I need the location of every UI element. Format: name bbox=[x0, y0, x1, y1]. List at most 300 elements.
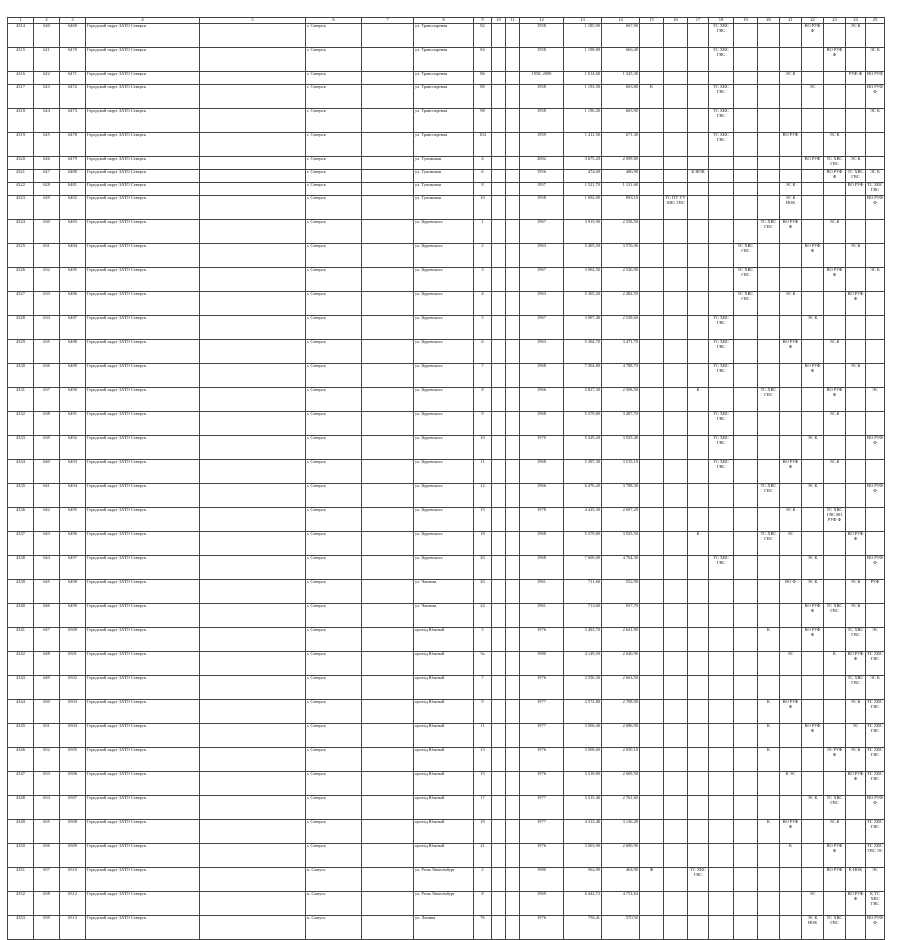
table-cell: 1 325,30 bbox=[602, 72, 640, 85]
table-cell bbox=[758, 676, 780, 700]
table-cell bbox=[780, 244, 802, 268]
table-cell: ЭС К bbox=[866, 170, 885, 183]
table-cell: ул. Транспортная bbox=[414, 133, 474, 157]
table-cell: 6505 bbox=[60, 748, 86, 772]
table-cell bbox=[362, 244, 414, 268]
table-cell: ЭС К bbox=[780, 183, 802, 196]
table-cell bbox=[362, 436, 414, 460]
table-cell bbox=[688, 772, 709, 796]
table-cell: 2 697,20 bbox=[602, 508, 640, 532]
table-cell bbox=[758, 796, 780, 820]
table-cell: 5 304,70 bbox=[564, 340, 602, 364]
table-cell bbox=[758, 340, 780, 364]
table-cell bbox=[200, 316, 306, 340]
table-cell: ТС ХВС ГВС bbox=[824, 604, 846, 628]
table-cell: ЭС К НОК bbox=[802, 916, 824, 940]
table-cell bbox=[200, 580, 306, 604]
table-cell: г. Северск bbox=[306, 412, 362, 436]
table-cell: ТС ХВС ГВС bbox=[824, 796, 846, 820]
table-cell: 632 bbox=[34, 268, 60, 292]
table-cell bbox=[846, 412, 866, 436]
table-cell bbox=[200, 24, 306, 48]
table-cell bbox=[492, 340, 506, 364]
table-cell: 4320 bbox=[8, 157, 34, 170]
table-cell bbox=[846, 508, 866, 532]
table-cell: г. Северск bbox=[306, 748, 362, 772]
table-cell: ТС ХВС ГВС bbox=[709, 48, 734, 72]
table-cell bbox=[734, 48, 758, 72]
table-cell bbox=[802, 460, 824, 484]
table-cell bbox=[492, 772, 506, 796]
table-cell bbox=[362, 48, 414, 72]
table-cell: 6498 bbox=[60, 580, 86, 604]
table-cell: Городской округ ЗАТО Северск bbox=[86, 700, 200, 724]
table-cell: 666,40 bbox=[602, 48, 640, 72]
table-cell: п. Самусь bbox=[306, 916, 362, 940]
table-cell: 1961 bbox=[520, 604, 564, 628]
table-cell bbox=[664, 183, 688, 196]
table-cell bbox=[492, 484, 506, 508]
table-cell: ЭС bbox=[802, 892, 824, 916]
table-cell bbox=[846, 48, 866, 72]
table-cell: К bbox=[758, 628, 780, 652]
table-cell bbox=[688, 412, 709, 436]
table-cell: 15 bbox=[474, 772, 492, 796]
table-cell bbox=[640, 170, 664, 183]
column-number-cell: 13 bbox=[564, 18, 602, 24]
table-cell: ЭС К bbox=[824, 340, 846, 364]
table-cell bbox=[709, 183, 734, 196]
table-cell bbox=[688, 916, 709, 940]
table-cell bbox=[802, 748, 824, 772]
table-cell bbox=[506, 484, 520, 508]
table-cell bbox=[866, 292, 885, 316]
table-cell bbox=[734, 364, 758, 388]
table-cell: 1961 bbox=[520, 580, 564, 604]
column-number-cell: 6 bbox=[306, 18, 362, 24]
table-cell: 6472 bbox=[60, 85, 86, 109]
table-cell: 4334 bbox=[8, 460, 34, 484]
table-cell: ул. Царевского bbox=[414, 268, 474, 292]
table-cell bbox=[688, 724, 709, 748]
table-row bbox=[8, 170, 885, 183]
table-cell: 82 bbox=[474, 24, 492, 48]
table-cell bbox=[688, 508, 709, 532]
table-cell bbox=[846, 133, 866, 157]
table-cell: ТС ХВС ГВС ВО РУФ Ф bbox=[824, 508, 846, 532]
table-cell: 6499 bbox=[60, 604, 86, 628]
table-cell: Городской округ ЗАТО Северск bbox=[86, 820, 200, 844]
table-cell bbox=[200, 700, 306, 724]
table-cell: ТС ХВС ГВС bbox=[824, 157, 846, 170]
table-row bbox=[8, 157, 885, 170]
table-cell bbox=[492, 220, 506, 244]
table-cell: г. Северск bbox=[306, 508, 362, 532]
table-cell bbox=[200, 48, 306, 72]
table-cell bbox=[640, 292, 664, 316]
table-cell bbox=[734, 183, 758, 196]
table-cell bbox=[640, 580, 664, 604]
table-cell: 17 bbox=[474, 796, 492, 820]
table-cell bbox=[824, 183, 846, 196]
table-cell bbox=[780, 916, 802, 940]
table-cell: ЭС К bbox=[802, 436, 824, 460]
column-number-cell: 16 bbox=[664, 18, 688, 24]
table-cell bbox=[802, 532, 824, 556]
table-cell: 636 bbox=[34, 364, 60, 388]
table-cell bbox=[664, 157, 688, 170]
table-cell: 1958 bbox=[520, 24, 564, 48]
table-cell bbox=[688, 244, 709, 268]
table-cell: К bbox=[688, 388, 709, 412]
table-cell bbox=[709, 844, 734, 868]
table-cell bbox=[506, 244, 520, 268]
table-cell bbox=[506, 556, 520, 580]
table-cell: ТС ХВС ГВС bbox=[709, 109, 734, 133]
table-cell: г. Северск bbox=[306, 796, 362, 820]
table-cell: 2 bbox=[474, 244, 492, 268]
table-cell bbox=[362, 580, 414, 604]
table-cell: 2 609,50 bbox=[602, 772, 640, 796]
table-cell bbox=[780, 268, 802, 292]
table-cell: 1966 bbox=[520, 388, 564, 412]
table-cell bbox=[709, 676, 734, 700]
table-cell bbox=[492, 244, 506, 268]
table-cell: ТС ХВС ГВС bbox=[709, 24, 734, 48]
column-number-cell: 24 bbox=[846, 18, 866, 24]
table-cell: 2 040,90 bbox=[602, 652, 640, 676]
table-cell bbox=[506, 109, 520, 133]
table-cell bbox=[492, 580, 506, 604]
table-cell bbox=[200, 556, 306, 580]
table-cell: 1969 bbox=[520, 892, 564, 916]
table-row bbox=[8, 820, 885, 844]
table-cell bbox=[824, 580, 846, 604]
table-cell: 2 663,50 bbox=[602, 676, 640, 700]
table-cell: 4325 bbox=[8, 244, 34, 268]
table-cell bbox=[824, 24, 846, 48]
table-cell bbox=[780, 316, 802, 340]
table-cell bbox=[664, 133, 688, 157]
table-cell bbox=[664, 556, 688, 580]
table-cell: Городской округ ЗАТО Северск bbox=[86, 916, 200, 940]
table-cell bbox=[664, 85, 688, 109]
table-cell: ТС ХВС ГВС bbox=[824, 916, 846, 940]
table-cell bbox=[688, 48, 709, 72]
table-cell bbox=[492, 676, 506, 700]
table-cell bbox=[362, 796, 414, 820]
table-cell: 625 bbox=[34, 133, 60, 157]
table-cell: г. Северск bbox=[306, 170, 362, 183]
table-cell: г. Северск bbox=[306, 772, 362, 796]
table-cell: 1980 bbox=[520, 868, 564, 892]
table-row bbox=[8, 556, 885, 580]
table-cell bbox=[802, 676, 824, 700]
table-cell: 3 563,90 bbox=[564, 844, 602, 868]
table-cell: ул. Царевского bbox=[414, 364, 474, 388]
table-cell bbox=[640, 340, 664, 364]
table-cell: 5 bbox=[474, 628, 492, 652]
table-cell bbox=[780, 484, 802, 508]
table-cell bbox=[758, 133, 780, 157]
table-cell: 464,90 bbox=[602, 868, 640, 892]
table-cell: 1959 bbox=[520, 133, 564, 157]
table-cell bbox=[492, 364, 506, 388]
table-cell bbox=[506, 292, 520, 316]
table-cell bbox=[688, 700, 709, 724]
table-cell: ул. Транспортная bbox=[414, 48, 474, 72]
table-cell: проезд Южный bbox=[414, 796, 474, 820]
column-number-cell: 4 bbox=[86, 18, 200, 24]
table-cell bbox=[780, 364, 802, 388]
table-cell: 1963 bbox=[520, 244, 564, 268]
table-cell bbox=[802, 268, 824, 292]
table-cell bbox=[640, 844, 664, 868]
table-cell bbox=[866, 508, 885, 532]
table-cell bbox=[734, 24, 758, 48]
table-cell bbox=[846, 436, 866, 460]
table-cell: 5 397,30 bbox=[564, 460, 602, 484]
table-cell bbox=[640, 109, 664, 133]
table-cell: ТС ХВС ГВС ЭС bbox=[866, 844, 885, 868]
table-cell bbox=[506, 436, 520, 460]
table-cell bbox=[688, 268, 709, 292]
table-cell bbox=[734, 220, 758, 244]
table-cell: 20 bbox=[474, 580, 492, 604]
table-cell: 6491 bbox=[60, 412, 86, 436]
column-number-cell: 1 bbox=[8, 18, 34, 24]
table-cell bbox=[506, 916, 520, 940]
table-cell: ул. Царевского bbox=[414, 316, 474, 340]
table-cell: 713,60 bbox=[564, 604, 602, 628]
table-cell bbox=[846, 85, 866, 109]
table-cell bbox=[200, 604, 306, 628]
table-cell: ЭС К bbox=[846, 364, 866, 388]
table-cell: 486,90 bbox=[602, 170, 640, 183]
table-cell: ЭС К bbox=[802, 484, 824, 508]
table-cell bbox=[492, 24, 506, 48]
table-cell: 1970 bbox=[520, 436, 564, 460]
table-cell: 1957 bbox=[520, 183, 564, 196]
table-cell: ул. Тупиковая bbox=[414, 157, 474, 170]
table-cell: 3 572,80 bbox=[564, 700, 602, 724]
table-cell: 84 bbox=[474, 48, 492, 72]
table-cell bbox=[506, 700, 520, 724]
table-cell: 6487 bbox=[60, 316, 86, 340]
table-cell: 635 bbox=[34, 340, 60, 364]
table-cell: ЭС К bbox=[780, 72, 802, 85]
table-cell: проезд Южный bbox=[414, 844, 474, 868]
table-cell bbox=[200, 388, 306, 412]
table-cell bbox=[688, 820, 709, 844]
table-cell bbox=[492, 868, 506, 892]
table-cell bbox=[709, 916, 734, 940]
table-cell bbox=[688, 460, 709, 484]
table-row bbox=[8, 196, 885, 220]
column-number-cell: 5 bbox=[200, 18, 306, 24]
table-cell bbox=[866, 604, 885, 628]
table-cell bbox=[506, 604, 520, 628]
table-cell: 2 508,50 bbox=[602, 388, 640, 412]
table-cell bbox=[640, 436, 664, 460]
table-cell: ВО РУФ Ф bbox=[780, 700, 802, 724]
table-cell bbox=[664, 268, 688, 292]
table-cell: Городской округ ЗАТО Северск bbox=[86, 268, 200, 292]
table-cell: 6512 bbox=[60, 892, 86, 916]
table-cell bbox=[866, 24, 885, 48]
table-cell bbox=[640, 133, 664, 157]
table-cell: г. Северск bbox=[306, 700, 362, 724]
column-number-cell: 20 bbox=[758, 18, 780, 24]
table-cell: Городской округ ЗАТО Северск bbox=[86, 748, 200, 772]
table-cell bbox=[866, 412, 885, 436]
table-cell: 7 bbox=[474, 676, 492, 700]
table-cell bbox=[846, 820, 866, 844]
table-cell: 4344 bbox=[8, 700, 34, 724]
table-cell: ВО РУФ Ф bbox=[866, 484, 885, 508]
table-cell: 7 bbox=[474, 364, 492, 388]
table-cell: 650 bbox=[34, 700, 60, 724]
table-cell bbox=[734, 412, 758, 436]
table-row bbox=[8, 868, 885, 892]
table-cell bbox=[780, 796, 802, 820]
table-cell: 658 bbox=[34, 892, 60, 916]
table-cell bbox=[824, 316, 846, 340]
table-cell: 1977 bbox=[520, 700, 564, 724]
table-cell: ВО РУФ Ф bbox=[866, 196, 885, 220]
table-cell: г. Северск bbox=[306, 133, 362, 157]
table-cell: ЭС К bbox=[846, 244, 866, 268]
table-cell bbox=[506, 196, 520, 220]
table-cell: Городской округ ЗАТО Северск bbox=[86, 628, 200, 652]
table-cell bbox=[758, 604, 780, 628]
table-cell bbox=[492, 748, 506, 772]
table-cell bbox=[758, 412, 780, 436]
table-cell bbox=[734, 580, 758, 604]
table-cell: ТС ХВС ГВС bbox=[709, 340, 734, 364]
table-cell bbox=[200, 508, 306, 532]
table-cell: ТС ХВС ГВС bbox=[709, 364, 734, 388]
table-cell bbox=[200, 484, 306, 508]
table-cell bbox=[688, 364, 709, 388]
table-cell: ул. Транспортная bbox=[414, 109, 474, 133]
column-number-cell: 9 bbox=[474, 18, 492, 24]
table-cell bbox=[640, 220, 664, 244]
table-cell: ЭС К bbox=[866, 48, 885, 72]
table-cell: 1 121,60 bbox=[602, 183, 640, 196]
table-cell bbox=[824, 724, 846, 748]
table-cell bbox=[846, 844, 866, 868]
table-row bbox=[8, 508, 885, 532]
table-cell bbox=[688, 892, 709, 916]
table-cell: ВО РУФ Ф bbox=[866, 436, 885, 460]
table-cell: 637 bbox=[34, 388, 60, 412]
table-cell bbox=[506, 220, 520, 244]
column-number-cell: 22 bbox=[802, 18, 824, 24]
table-cell bbox=[664, 316, 688, 340]
table-cell: 2 bbox=[474, 868, 492, 892]
table-cell bbox=[734, 892, 758, 916]
table-cell: ТС ХВС ГВС bbox=[866, 724, 885, 748]
table-cell: К bbox=[758, 724, 780, 748]
table-cell: 1968 bbox=[520, 412, 564, 436]
table-cell: ТС ХВС ГВС bbox=[709, 460, 734, 484]
table-cell: ТС ХВС ГВС bbox=[734, 244, 758, 268]
table-cell: ЭС К bbox=[846, 580, 866, 604]
table-cell bbox=[200, 724, 306, 748]
table-cell: 631 bbox=[34, 244, 60, 268]
table-cell bbox=[664, 892, 688, 916]
table-cell bbox=[362, 748, 414, 772]
table-row bbox=[8, 844, 885, 868]
table-cell bbox=[492, 183, 506, 196]
table-cell: Городской округ ЗАТО Северск bbox=[86, 183, 200, 196]
table-cell: г. Северск bbox=[306, 388, 362, 412]
table-cell bbox=[780, 48, 802, 72]
table-cell bbox=[506, 340, 520, 364]
table-cell bbox=[362, 868, 414, 892]
table-cell bbox=[640, 724, 664, 748]
table-row bbox=[8, 292, 885, 316]
table-cell: 2 690,90 bbox=[602, 844, 640, 868]
table-cell: 1958 bbox=[520, 48, 564, 72]
table-cell bbox=[362, 72, 414, 85]
table-cell bbox=[734, 796, 758, 820]
table-cell bbox=[734, 72, 758, 85]
table-cell bbox=[688, 85, 709, 109]
table-cell bbox=[664, 868, 688, 892]
table-cell bbox=[664, 170, 688, 183]
table-cell: ВО РУФ Ф bbox=[846, 772, 866, 796]
table-cell: К bbox=[758, 700, 780, 724]
table-cell: 659 bbox=[34, 916, 60, 940]
table-cell bbox=[506, 48, 520, 72]
table-cell bbox=[664, 820, 688, 844]
table-cell bbox=[688, 340, 709, 364]
table-cell: 1 185,90 bbox=[564, 24, 602, 48]
table-cell: 656 bbox=[34, 844, 60, 868]
table-cell bbox=[780, 604, 802, 628]
table-cell bbox=[640, 796, 664, 820]
table-cell: 12 bbox=[474, 484, 492, 508]
table-cell bbox=[200, 412, 306, 436]
table-cell bbox=[758, 48, 780, 72]
table-cell: 6485 bbox=[60, 268, 86, 292]
table-cell bbox=[758, 580, 780, 604]
table-cell: К bbox=[688, 532, 709, 556]
table-cell: Городской округ ЗАТО Северск bbox=[86, 157, 200, 170]
table-cell: ЭС bbox=[802, 85, 824, 109]
table-cell: 1963 bbox=[520, 292, 564, 316]
table-cell bbox=[362, 772, 414, 796]
table-cell: 1976 bbox=[520, 676, 564, 700]
table-cell bbox=[734, 388, 758, 412]
table-cell: г. Северск bbox=[306, 292, 362, 316]
table-cell bbox=[758, 868, 780, 892]
table-cell: 5 365,20 bbox=[564, 292, 602, 316]
table-row bbox=[8, 748, 885, 772]
table-cell: Городской округ ЗАТО Северск bbox=[86, 676, 200, 700]
table-cell bbox=[709, 268, 734, 292]
table-cell: 6 bbox=[474, 170, 492, 183]
table-cell bbox=[492, 460, 506, 484]
table-cell: г. Северск bbox=[306, 340, 362, 364]
table-cell: 21 bbox=[474, 844, 492, 868]
table-cell: ул. Царевского bbox=[414, 412, 474, 436]
table-cell bbox=[688, 844, 709, 868]
table-cell: ВО РУФ Ф bbox=[866, 85, 885, 109]
table-cell: 4315 bbox=[8, 48, 34, 72]
